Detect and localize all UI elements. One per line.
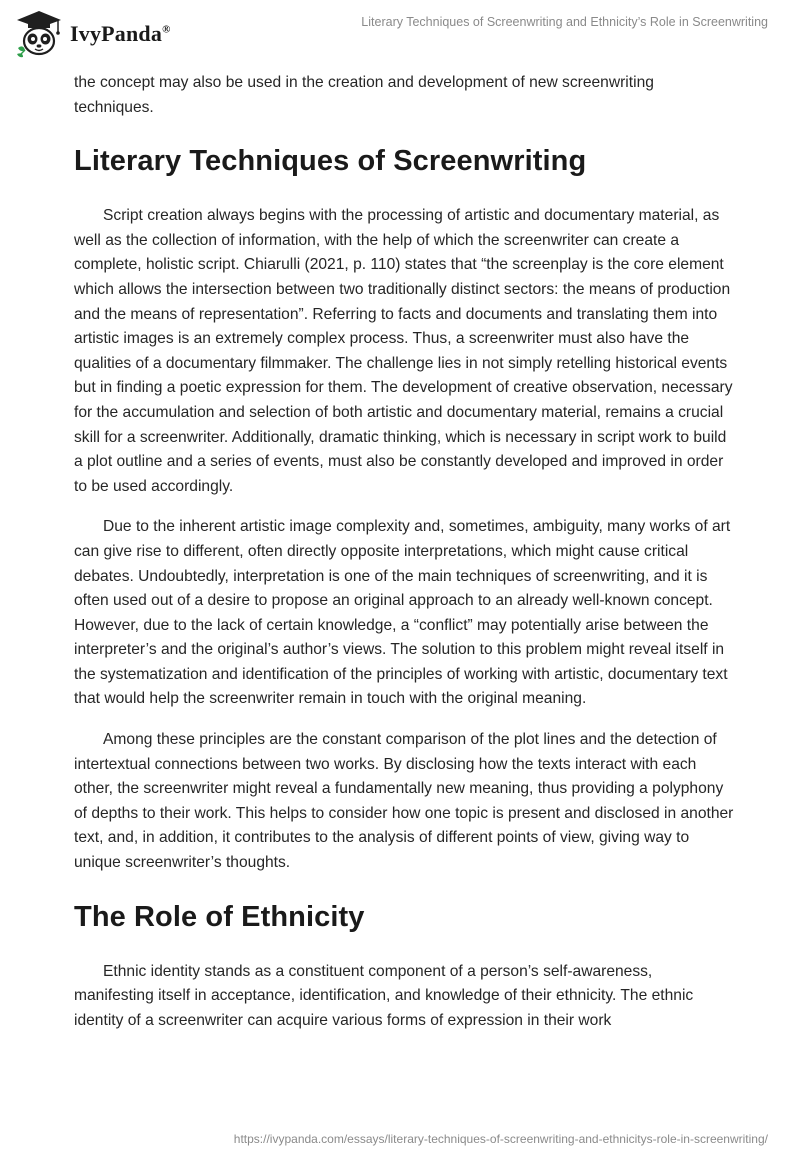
- panda-graduation-cap-icon: [14, 8, 64, 58]
- page-header: [0, 0, 800, 60]
- source-url-link[interactable]: https://ivypanda.com/essays/literary-techniques-of-screenwriting-and-ethnicitys-role-in-screenwriting/: [233, 1132, 768, 1146]
- brand-name: IvyPanda®: [70, 21, 171, 46]
- paragraph: Script creation always begins with the processing of artistic and documentary material, as well as the collection of information, with the help of which the screenwriter can create a complete, holistic script. Chiarulli (2021, p. 110) states that “the screenplay is the core element which allows the intersection between two traditionally distinct sectors: the means of production and the means of representation”. Referring to facts and documents and translating them into artistic images is an extremely complex process. Thus, a screenwriter must also have the qualities of a documentary filmmaker. The challenge lies in not simply retelling historical events but in finding a poetic expression for them. The development of creative observation, necessary for the accumulation and selection of both artistic and documentary material, remains a crucial skill for a screenwriter. Additionally, dramatic thinking, which is necessary in script work to build a plot outline and a series of events, must also be constantly developed and improved in order to be used accordingly.: [74, 207, 733, 495]
- section-heading-role-of-ethnicity: The Role of Ethnicity: [74, 900, 365, 933]
- brand-logo[interactable]: [14, 8, 171, 58]
- section-heading-literary-techniques: Literary Techniques of Screenwriting: [74, 145, 587, 178]
- paragraph: Ethnic identity stands as a constituent component of a person’s self-awareness, manifesting itself in acceptance, identification, and knowledge of their ethnicity. The ethnic identity of a screenwriter can acquire various forms of expression in their work: [74, 962, 694, 1029]
- essay-body: [74, 71, 734, 1049]
- paragraph: Due to the inherent artistic image complexity and, sometimes, ambiguity, many works of art can give rise to different, often directly opposite interpretations, which might cause critical debates. Undoubtedly, interpretation is one of the main techniques of screenwriting, and it is often used out of a desire to propose an original approach to an already well-known concept. However, due to the lack of certain knowledge, a “conflict” may potentially arise between the interpreter’s and the original’s author’s views. The solution to this problem might reveal itself in the systematization and identification of the principles of working with artistic, documentary text that would help the screenwriter remain in touch with the original meaning.: [74, 518, 731, 708]
- paragraph: Among these principles are the constant comparison of the plot lines and the detection of intertextual connections between two works. By disclosing how the texts interact with each other, the screenwriter might reveal a fundamentally new meaning, thus providing a polyphony of depths to their work. This helps to consider how one topic is present and disclosed in another text, and, in addition, it contributes to the analysis of different points of view, giving way to unique screenwriter’s thoughts.: [74, 731, 734, 872]
- document-title: Literary Techniques of Screenwriting and Ethnicity’s Role in Screenwriting: [361, 15, 768, 29]
- intro-paragraph: the concept may also be used in the creation and development of new screenwriting techniques.: [74, 74, 654, 116]
